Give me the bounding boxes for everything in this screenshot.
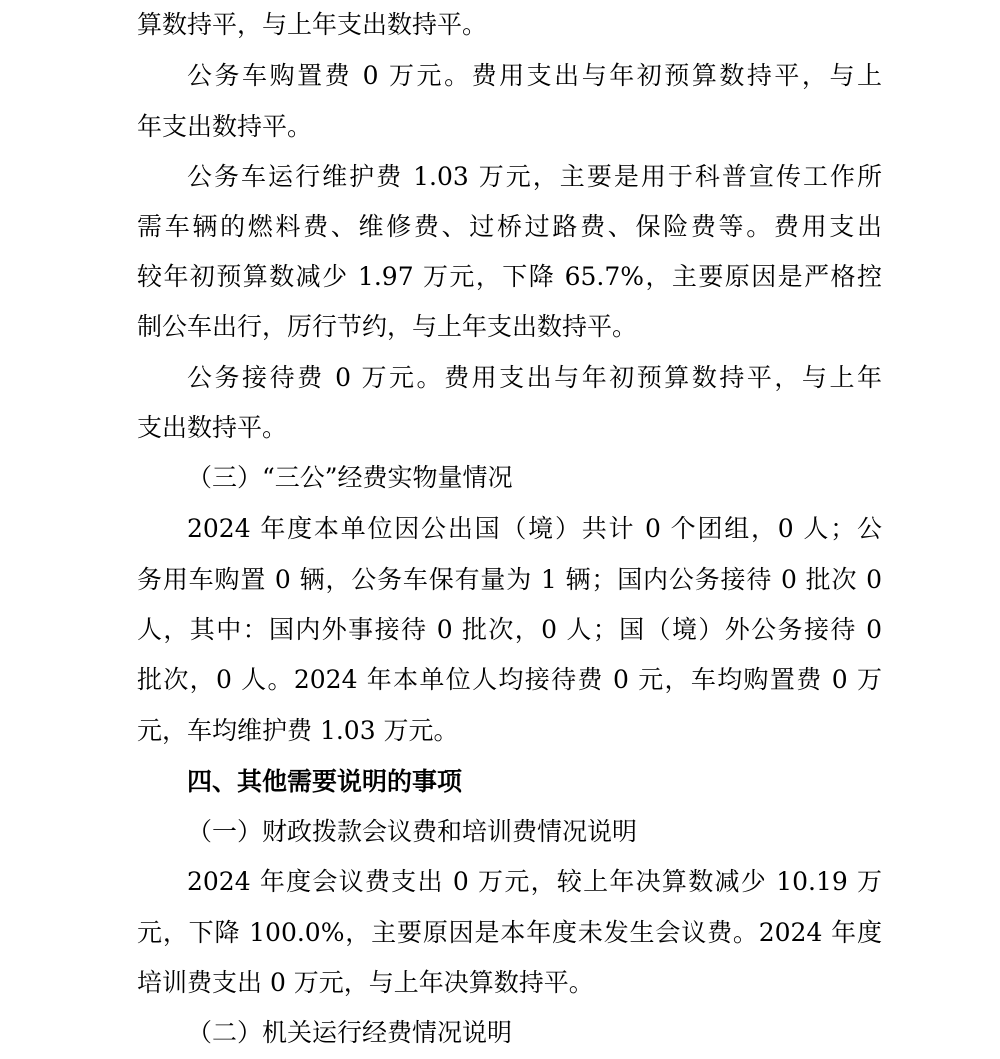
paragraph-line: 元，车均维护费 1.03 万元。 xyxy=(137,716,459,745)
section-heading: 四、其他需要说明的事项 xyxy=(187,767,463,796)
paragraph-line: 培训费支出 0 万元，与上年决算数持平。 xyxy=(137,968,594,997)
paragraph-line: 务用车购置 0 辆，公务车保有量为 1 辆；国内公务接待 0 批次 0 xyxy=(137,565,882,594)
paragraph-line: 较年初预算数减少 1.97 万元，下降 65.7%，主要原因是严格控 xyxy=(137,262,882,291)
paragraph-line: 公务车购置费 0 万元。费用支出与年初预算数持平，与上 xyxy=(187,61,882,90)
paragraph-line: 元，下降 100.0%，主要原因是本年度未发生会议费。2024 年度 xyxy=(137,918,882,947)
paragraph-line: 公务接待费 0 万元。费用支出与年初预算数持平，与上年 xyxy=(187,363,882,392)
section-subheading: （三）“三公”经费实物量情况 xyxy=(187,463,513,492)
paragraph-line: 年支出数持平。 xyxy=(137,112,313,141)
paragraph-line: 公务车运行维护费 1.03 万元，主要是用于科普宣传工作所 xyxy=(187,162,882,191)
paragraph-line: 支出数持平。 xyxy=(137,413,288,442)
paragraph-line: 需车辆的燃料费、维修费、过桥过路费、保险费等。费用支出 xyxy=(137,212,882,241)
section-subheading: （二）机关运行经费情况说明 xyxy=(187,1018,513,1047)
paragraph-line: 人，其中：国内外事接待 0 批次，0 人；国（境）外公务接待 0 xyxy=(137,615,882,644)
paragraph-line: 2024 年度本单位因公出国（境）共计 0 个团组，0 人；公 xyxy=(187,514,882,543)
paragraph-line: 批次，0 人。2024 年本单位人均接待费 0 元，车均购置费 0 万 xyxy=(137,665,882,694)
section-subheading: （一）财政拨款会议费和培训费情况说明 xyxy=(187,817,638,846)
paragraph-line: 2024 年度会议费支出 0 万元，较上年决算数减少 10.19 万 xyxy=(187,867,882,896)
paragraph-line: 制公车出行，厉行节约，与上年支出数持平。 xyxy=(137,312,638,341)
paragraph-line: 算数持平，与上年支出数持平。 xyxy=(137,10,488,39)
